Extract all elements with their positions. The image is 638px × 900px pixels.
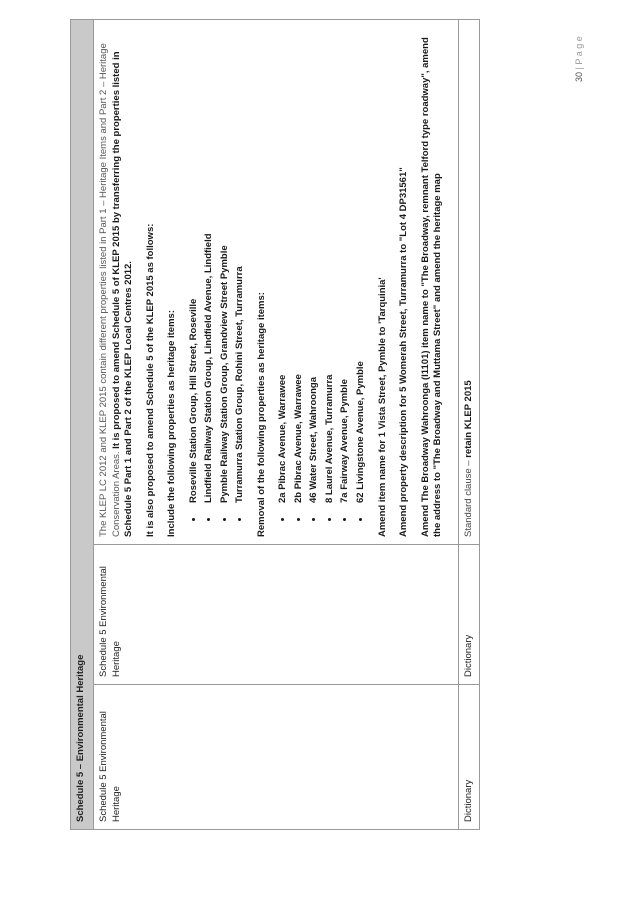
intro-bold: It is proposed to amend Schedule 5 of KLEP 2015 by transferring the properties listed in Schedule 5 Part 1 and Part 2 of the KLEP Local Centres 2012. xyxy=(110,51,135,537)
list-item: • 62 Livingstone Avenue, Pymble xyxy=(355,27,368,509)
include-heading: Include the following properties as heritage items: xyxy=(166,310,178,537)
section-title: Schedule 5 – Environmental Heritage xyxy=(71,19,94,829)
schedule-table xyxy=(70,19,480,830)
amend-broadway: Amend The Broadway Wahroonga (I1101) item name to "The Broadway, remnant Telford type roadway", amend the address to "The Broadway and Muttama Street" and amend the heritage map xyxy=(419,37,444,537)
amend-item-name: Amend item name for 1 Vista Street, Pymble to 'Tarquinia' xyxy=(376,277,388,537)
row1-col2: Schedule 5 Environmental Heritage xyxy=(94,545,459,685)
standard-clause: Standard clause – xyxy=(462,460,474,537)
page-separator: | xyxy=(574,64,584,72)
list-item: • Pymble Railway Station Group, Grandview Street Pymble xyxy=(219,27,232,509)
table-row xyxy=(94,19,459,829)
row1-col3 xyxy=(94,19,459,544)
removal-list xyxy=(277,27,367,537)
table-row xyxy=(458,19,480,829)
list-item: • Lindfield Railway Station Group, Lindfield Avenue, Lindfield xyxy=(203,27,216,509)
page-number-value: 30 xyxy=(574,71,584,82)
amend-property-description: Amend property description for 5 Womerah Street, Turramurra to "Lot 4 DP31561" xyxy=(398,167,410,537)
page-number xyxy=(574,36,584,82)
list-item: • Turramurra Station Group, Rohini Street, Turramurra xyxy=(234,27,247,509)
include-list xyxy=(188,27,247,537)
list-item: • 46 Water Street, Wahroonga xyxy=(308,27,321,509)
also-proposed: It is also proposed to amend Schedule 5 of the KLEP 2015 as follows: xyxy=(144,223,156,537)
list-item: • 2b Pibrac Avenue, Warrawee xyxy=(293,27,306,509)
list-item: • 2a Pibrac Avenue, Warrawee xyxy=(277,27,290,509)
row1-col1: Schedule 5 Environmental Heritage xyxy=(94,685,459,830)
list-item: • 7a Fairway Avenue, Pymble xyxy=(339,27,352,509)
row2-col1: Dictionary xyxy=(458,685,480,830)
list-item: • 8 Laurel Avenue, Turramurra xyxy=(324,27,337,509)
page-label: P a g e xyxy=(574,36,584,65)
row2-col2: Dictionary xyxy=(458,545,480,685)
retain-klep: retain KLEP 2015 xyxy=(462,380,474,458)
section-header-row xyxy=(71,19,94,829)
list-item: • Roseville Station Group, Hill Street, Roseville xyxy=(188,27,201,509)
intro-normal: The KLEP LC 2012 and KLEP 2015 contain different properties listed in Part 1 – Heritage Items and Part 2 – Heritage Conservation Areas. xyxy=(98,43,122,537)
rotated-page xyxy=(70,20,570,830)
removal-heading: Removal of the following properties as heritage items: xyxy=(255,292,267,537)
row2-col3 xyxy=(458,19,480,544)
intro-paragraph xyxy=(98,27,136,537)
